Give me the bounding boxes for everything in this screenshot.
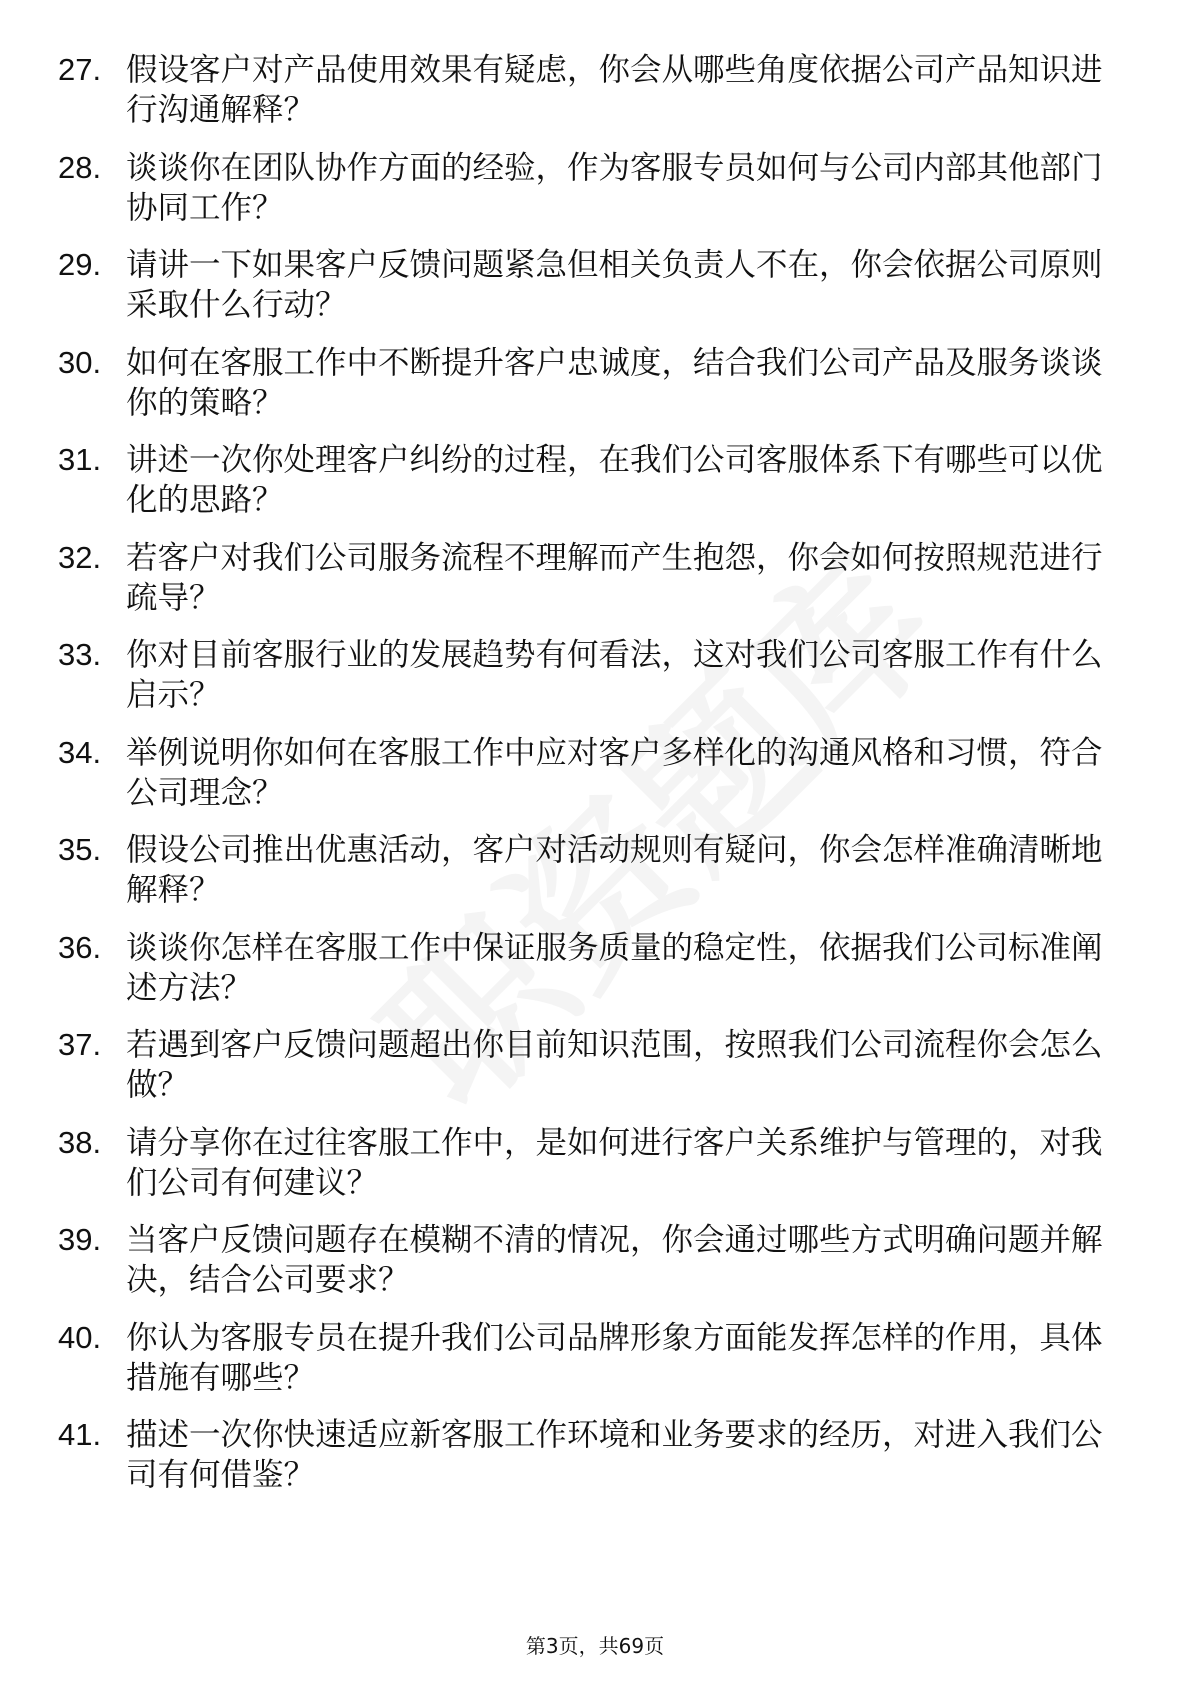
question-number: 29.: [58, 247, 102, 282]
question-text: 举例说明你如何在客服工作中应对客户多样化的沟通风格和习惯，符合公司理念？: [126, 734, 1103, 811]
question-text: 假设公司推出优惠活动，客户对活动规则有疑问，你会怎样准确清晰地解释？: [126, 832, 1103, 908]
question-item: [58, 635, 1128, 715]
question-item: [58, 928, 1128, 1008]
question-item: [58, 50, 1128, 130]
question-item: [58, 1220, 1128, 1300]
question-item: [58, 538, 1128, 618]
question-item: [58, 245, 1128, 325]
question-number: 30.: [58, 344, 102, 380]
question-item: [58, 343, 1128, 423]
question-number: 41.: [58, 1417, 102, 1452]
question-item: [58, 440, 1128, 520]
question-number: 32.: [58, 539, 102, 575]
question-number: 37.: [58, 1027, 102, 1062]
question-text: 谈谈你怎样在客服工作中保证服务质量的稳定性，依据我们公司标准阐述方法？: [126, 929, 1103, 1006]
question-number: 34.: [58, 734, 102, 770]
page-footer: 第3页，共69页: [525, 1634, 665, 1658]
question-text: 请讲一下如果客户反馈问题紧急但相关负责人不在，你会依据公司原则采取什么行动？: [126, 247, 1103, 323]
question-number: 31.: [58, 442, 102, 477]
question-text: 请分享你在过往客服工作中，是如何进行客户关系维护与管理的，对我们公司有何建议？: [126, 1124, 1103, 1201]
question-item: [58, 1318, 1128, 1398]
question-list: [58, 50, 1128, 1513]
question-item: [58, 1025, 1128, 1105]
question-item: [58, 733, 1128, 813]
question-item: [58, 830, 1128, 910]
question-number: 33.: [58, 637, 102, 672]
question-text: 如何在客服工作中不断提升客户忠诚度，结合我们公司产品及服务谈谈你的策略？: [126, 344, 1103, 421]
question-number: 27.: [58, 52, 102, 87]
question-number: 28.: [58, 149, 102, 185]
question-number: 40.: [58, 1319, 102, 1355]
question-number: 35.: [58, 832, 102, 867]
question-item: [58, 148, 1128, 228]
question-text: 谈谈你在团队协作方面的经验，作为客服专员如何与公司内部其他部门协同工作？: [126, 149, 1103, 226]
question-number: 36.: [58, 929, 102, 965]
question-text: 假设客户对产品使用效果有疑虑，你会从哪些角度依据公司产品知识进行沟通解释？: [126, 52, 1103, 128]
question-text: 当客户反馈问题存在模糊不清的情况，你会通过哪些方式明确问题并解决，结合公司要求？: [126, 1222, 1103, 1298]
question-text: 若遇到客户反馈问题超出你目前知识范围，按照我们公司流程你会怎么做？: [126, 1027, 1103, 1103]
question-text: 你认为客服专员在提升我们公司品牌形象方面能发挥怎样的作用，具体措施有哪些？: [126, 1319, 1103, 1396]
question-number: 39.: [58, 1222, 102, 1257]
question-item: [58, 1123, 1128, 1203]
question-number: 38.: [58, 1124, 102, 1160]
question-item: [58, 1415, 1128, 1495]
question-text: 若客户对我们公司服务流程不理解而产生抱怨，你会如何按照规范进行疏导？: [126, 539, 1103, 616]
question-text: 你对目前客服行业的发展趋势有何看法，这对我们公司客服工作有什么启示？: [126, 637, 1103, 713]
question-text: 讲述一次你处理客户纠纷的过程，在我们公司客服体系下有哪些可以优化的思路？: [126, 442, 1103, 518]
question-text: 描述一次你快速适应新客服工作环境和业务要求的经历，对进入我们公司有何借鉴？: [126, 1417, 1103, 1493]
